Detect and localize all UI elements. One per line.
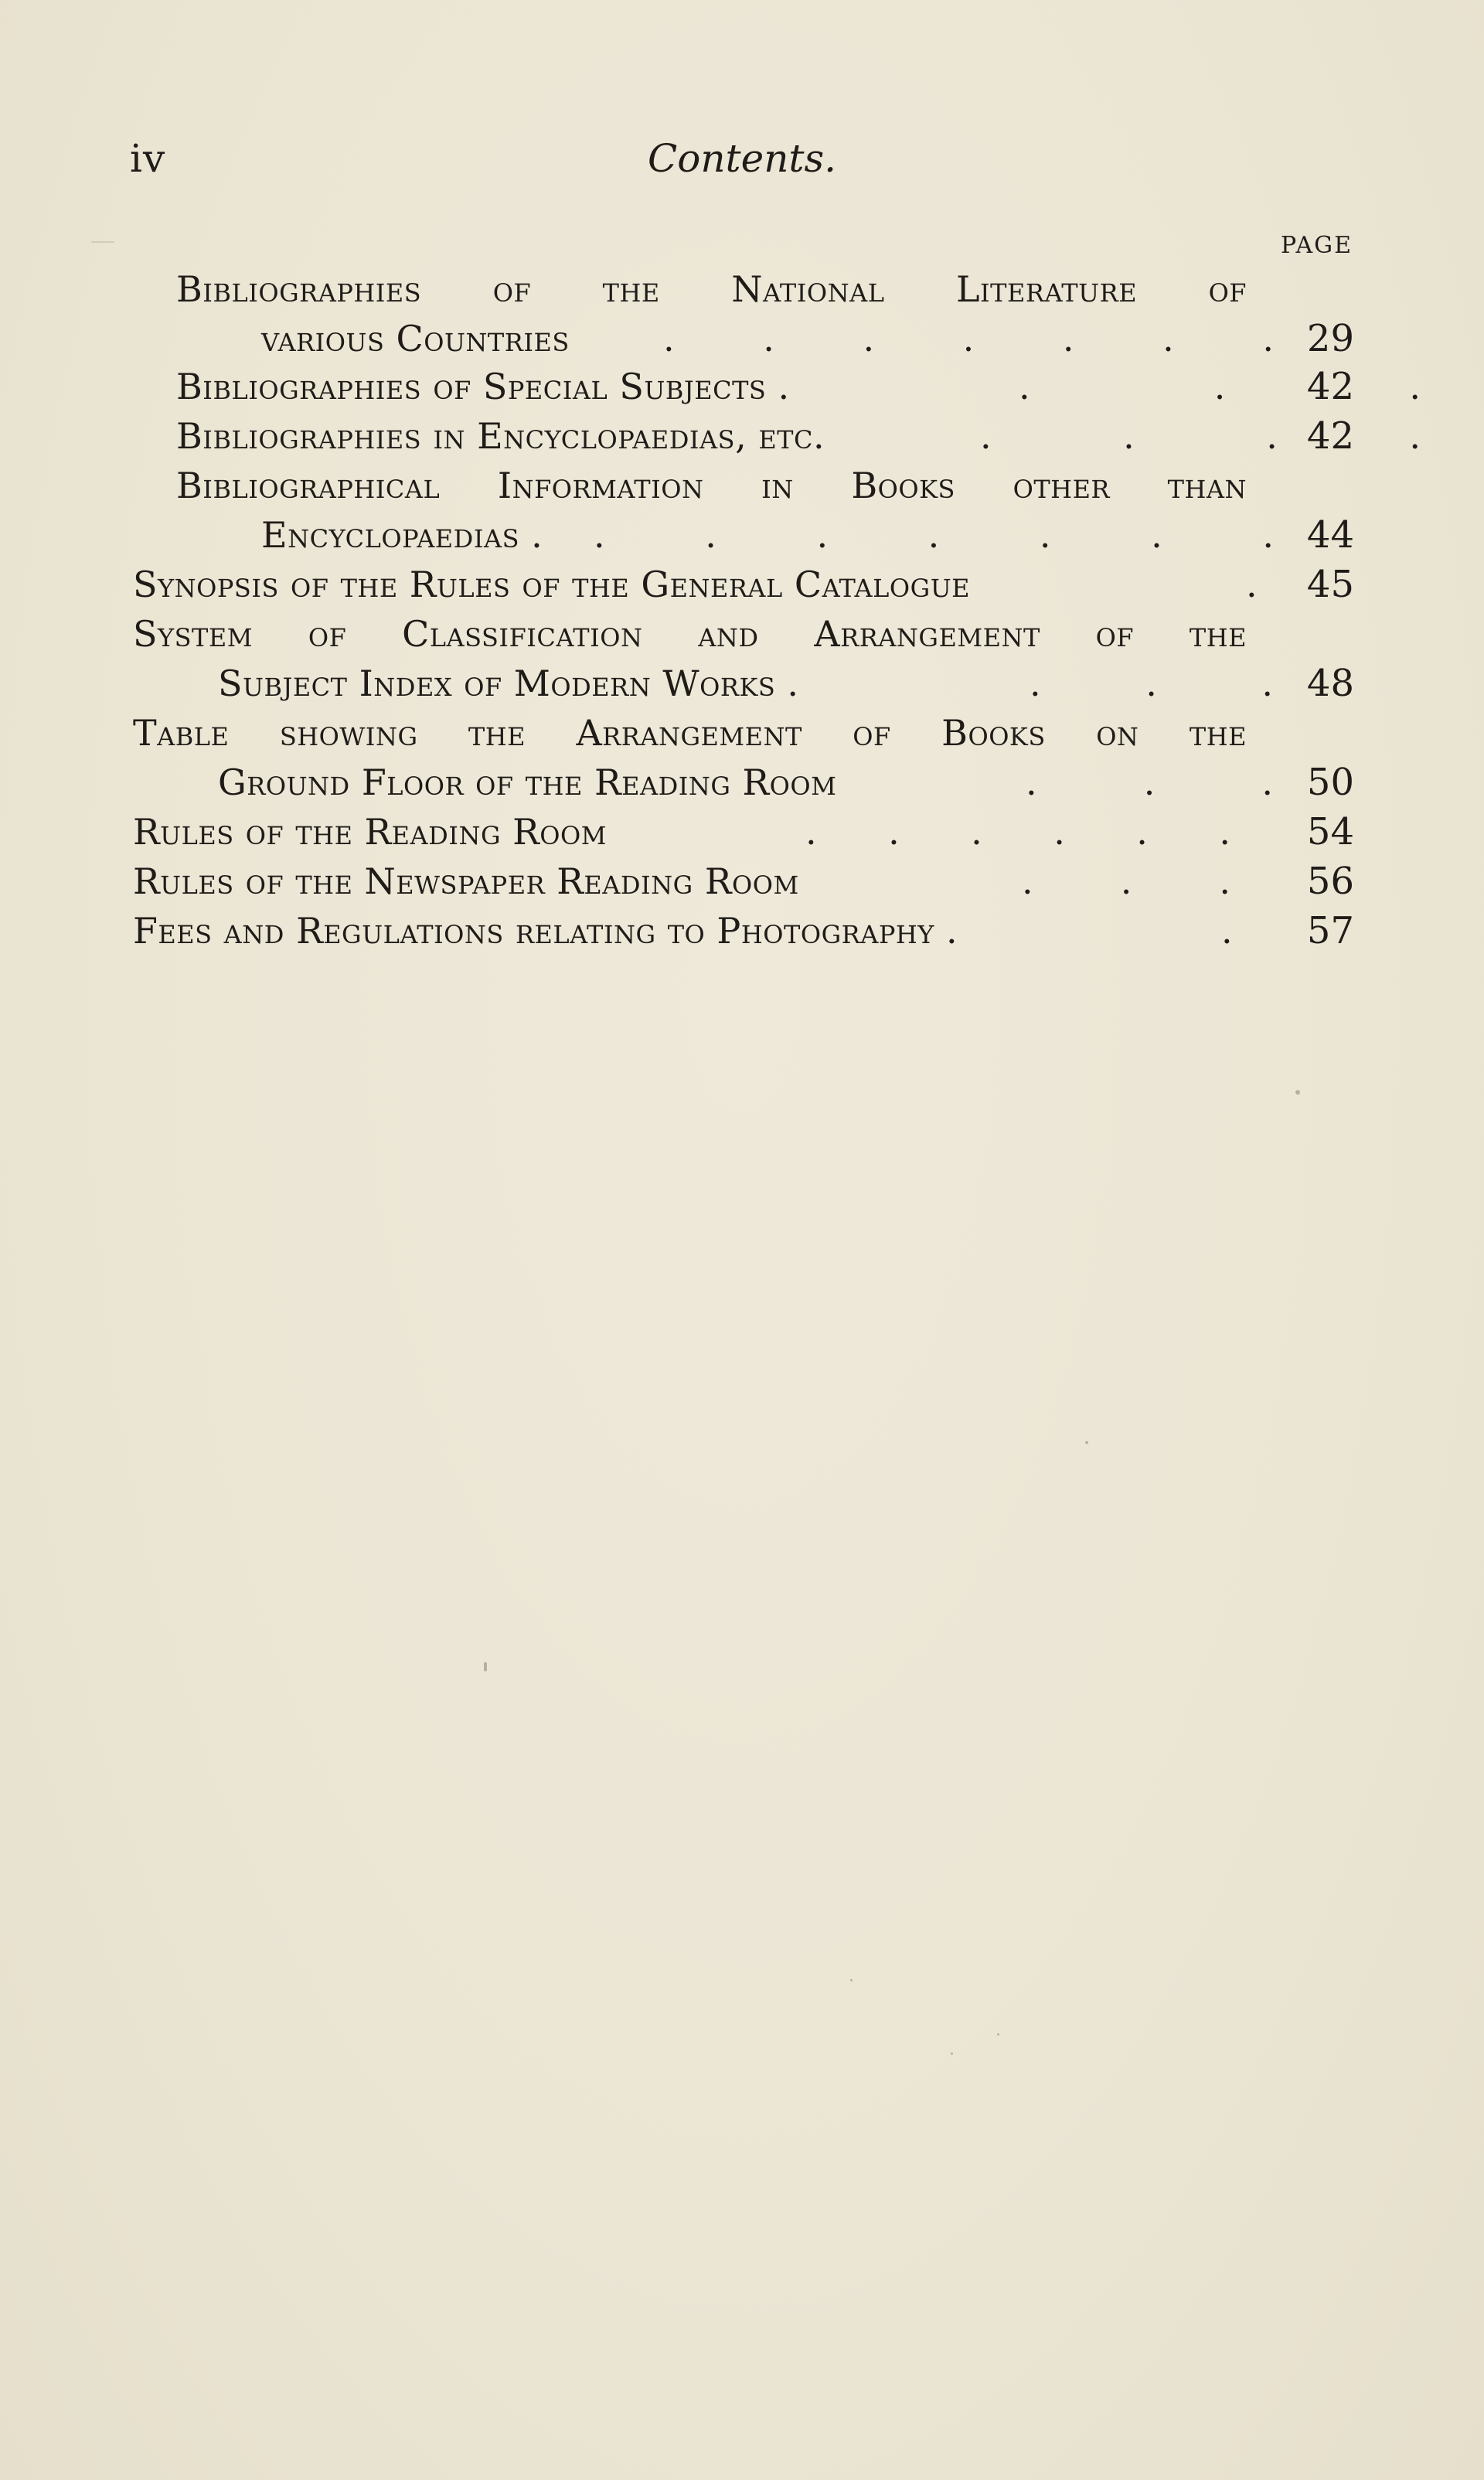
dot-leaders: . . . <box>1026 761 1273 803</box>
toc-line <box>261 314 1359 363</box>
toc-page-number: 44 <box>1306 513 1354 557</box>
toc-line <box>261 510 1359 560</box>
dot-leaders: . . . <box>1019 366 1421 407</box>
paper-speck <box>91 241 114 243</box>
toc-line <box>176 264 1247 314</box>
toc-entry-text: Bibliographies of the National Literature of <box>176 268 1247 310</box>
dot-leaders: . . . <box>1030 663 1273 704</box>
toc-page-number: 56 <box>1306 860 1354 903</box>
toc-entry-text: System of Classification and Arrangement of the <box>133 613 1247 655</box>
toc-page-number: 50 <box>1306 761 1354 804</box>
dot-leaders: . . . . . . <box>805 811 1230 853</box>
toc-entry-text: Synopsis of the Rules of the General Catalogue <box>133 564 971 605</box>
toc-line <box>133 560 1359 609</box>
toc-entry-text: Fees and Regulations relating to Photography . <box>133 910 958 952</box>
toc-line <box>218 659 1359 708</box>
toc-entry-text: Encyclopaedias . <box>261 514 543 556</box>
toc-entry-text: various Countries <box>261 318 570 359</box>
toc-entry-text: Bibliographical Information in Books other than <box>176 465 1247 506</box>
dot-leaders: . . . . <box>980 415 1421 457</box>
paper-speck <box>951 2052 953 2055</box>
paper-speck <box>1085 1441 1088 1444</box>
toc-line <box>133 857 1359 906</box>
toc-page-number: 42 <box>1306 365 1354 408</box>
paper-speck <box>850 1979 853 1981</box>
paper-speck <box>1295 1090 1300 1095</box>
toc-line <box>133 807 1359 857</box>
toc-entry-text: Subject Index of Modern Works . <box>218 663 799 704</box>
toc-entry-text: Bibliographies in Encyclopaedias, etc. <box>176 415 825 457</box>
dot-leaders: . . . <box>1022 860 1230 902</box>
paper-speck <box>997 2033 999 2035</box>
toc-line <box>133 708 1247 758</box>
toc-page-number: 42 <box>1306 414 1354 458</box>
toc-line <box>176 461 1247 510</box>
toc-page-number: 48 <box>1306 662 1354 705</box>
toc-entry-text: Table showing the Arrangement of Books on the <box>133 712 1247 754</box>
dot-leaders: . <box>1221 910 1233 952</box>
toc-entry-text: Rules of the Reading Room <box>133 811 608 853</box>
toc-line <box>133 906 1359 956</box>
toc-line <box>176 411 1421 461</box>
toc-page-number: 45 <box>1306 563 1354 606</box>
toc-page-number: 54 <box>1306 810 1354 853</box>
toc-page-number: 57 <box>1306 909 1354 952</box>
toc-line <box>133 609 1247 659</box>
dot-leaders: . <box>1246 564 1258 605</box>
toc-page-number: 29 <box>1306 317 1354 360</box>
toc-line <box>176 362 1421 411</box>
dot-leaders: . . . . . . . <box>663 318 1274 359</box>
dot-leaders: . . . . . . . <box>594 514 1274 556</box>
running-title: Contents. <box>647 136 837 181</box>
toc-entry-text: Ground Floor of the Reading Room <box>218 761 837 803</box>
paper-speck <box>484 1662 487 1671</box>
page-column-label: PAGE <box>1281 232 1353 259</box>
toc-entry-text: Rules of the Newspaper Reading Room <box>133 860 799 902</box>
page-folio: iv <box>130 136 166 181</box>
toc-entry-text: Bibliographies of Special Subjects . <box>176 366 790 407</box>
toc-line <box>218 758 1359 807</box>
